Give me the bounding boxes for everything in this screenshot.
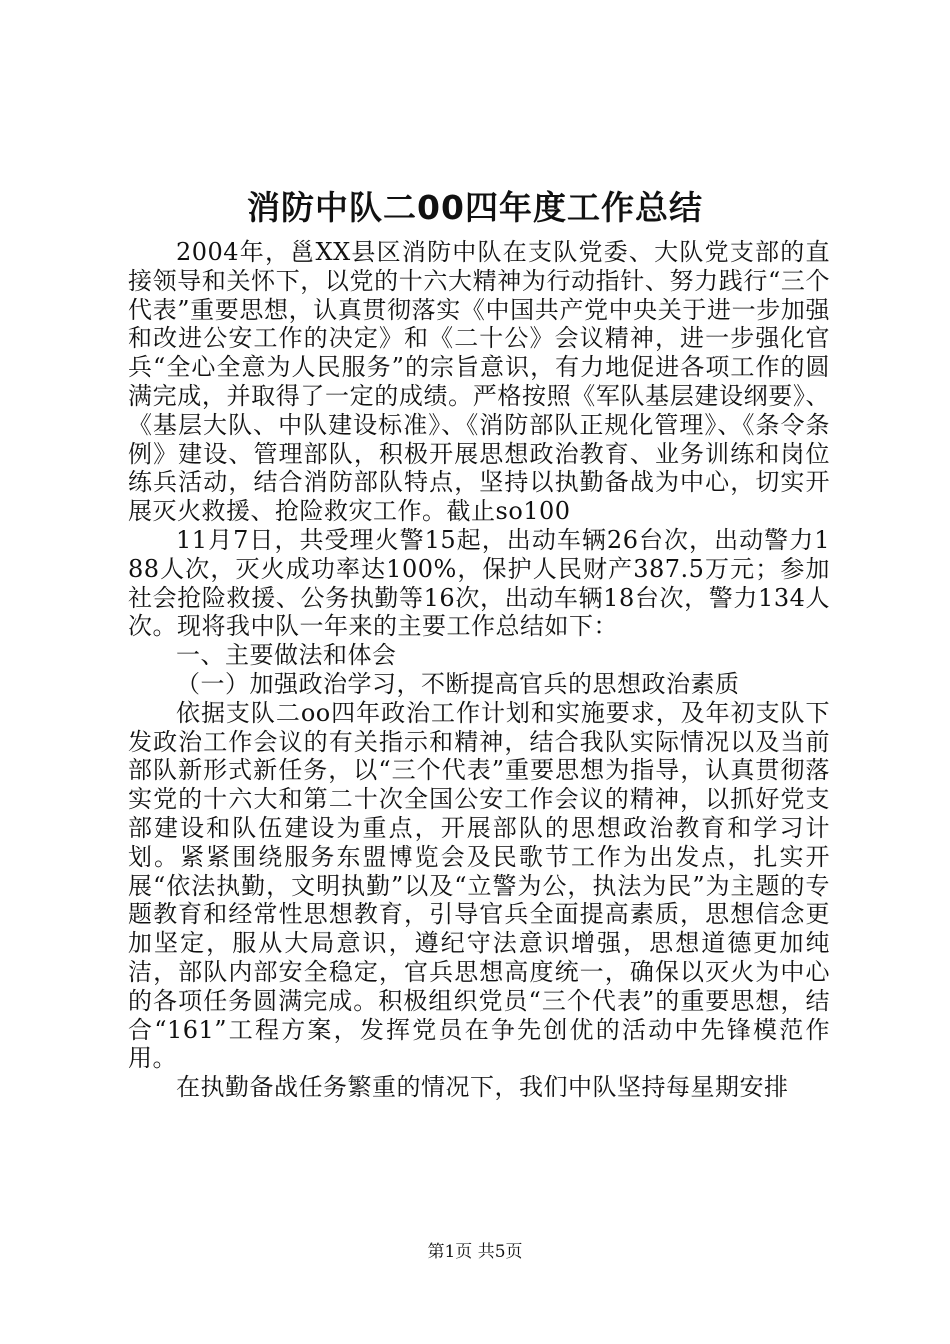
paragraph-intro: 2004年，邕XX县区消防中队在支队党委、大队党支部的直接领导和关怀下，以党的十六大精神为行动指针、努力践行“三个代表”重要思想，认真贯彻落实《中国共产党中央关于进一步加强和改进公安工作的决定》和《二十公》会议精神，进一步强化官兵“全心全意为人民服务”的宗旨意识，有力地促进各项工作的圆满完成，并取得了一定的成绩。严格按照《军队基层建设纲要》、《基层大队、中队建设标准》、《消防部队正规化管理》、《条令条例》建设、管理部队，积极开展思想政治教育、业务训练和岗位练兵活动，结合消防部队特点，坚持以执勤备战为中心，切实开展灭火救援、抢险救灾工作。截止so100 [128,238,830,526]
subsection-heading-1: （一）加强政治学习，不断提高官兵的思想政治素质 [176,669,740,698]
paragraph-duty: 在执勤备战任务繁重的情况下，我们中队坚持每星期安排 [176,1073,789,1102]
paragraph-political-study: 依据支队二oo四年政治工作计划和实施要求，及年初支队下发政治工作会议的有关指示和精神，结合我队实际情况以及当前部队新形式新任务，以“三个代表”重要思想为指导，认真贯彻落实党的十六大和第二十次全国公安工作会议的精神，以抓好党支部建设和队伍建设为重点，开展部队的思想政治教育和学习计划。紧紧围绕服务东盟博览会及民歌节工作为出发点，扎实开展“依法执勤，文明执勤”以及“立警为公，执法为民”为主题的专题教育和经常性思想教育，引导官兵全面提高素质，思想信念更加坚定，服从大局意识，遵纪守法意识增强，思想道德更加纯洁，部队内部安全稳定，官兵思想高度统一，确保以灭火为中心的各项任务圆满完成。积极组织党员“三个代表”的重要思想，结合“161”工程方案，发挥党员在争先创优的活动中先锋模范作用。 [128,698,830,1073]
page-number: 第1页 共5页 [427,1242,523,1262]
document-body [128,238,830,1102]
paragraph-statistics: 11月7日，共受理火警15起，出动车辆26台次，出动警力188人次，灭火成功率达100%，保护人民财产387.5万元；参加社会抢险救援、公务执勤等16次，出动车辆18台次，警力134人次。现将我中队一年来的主要工作总结如下： [128,525,830,641]
section-heading-1: 一、主要做法和体会 [176,641,397,670]
document-title: 消防中队二00四年度工作总结 [247,188,703,227]
